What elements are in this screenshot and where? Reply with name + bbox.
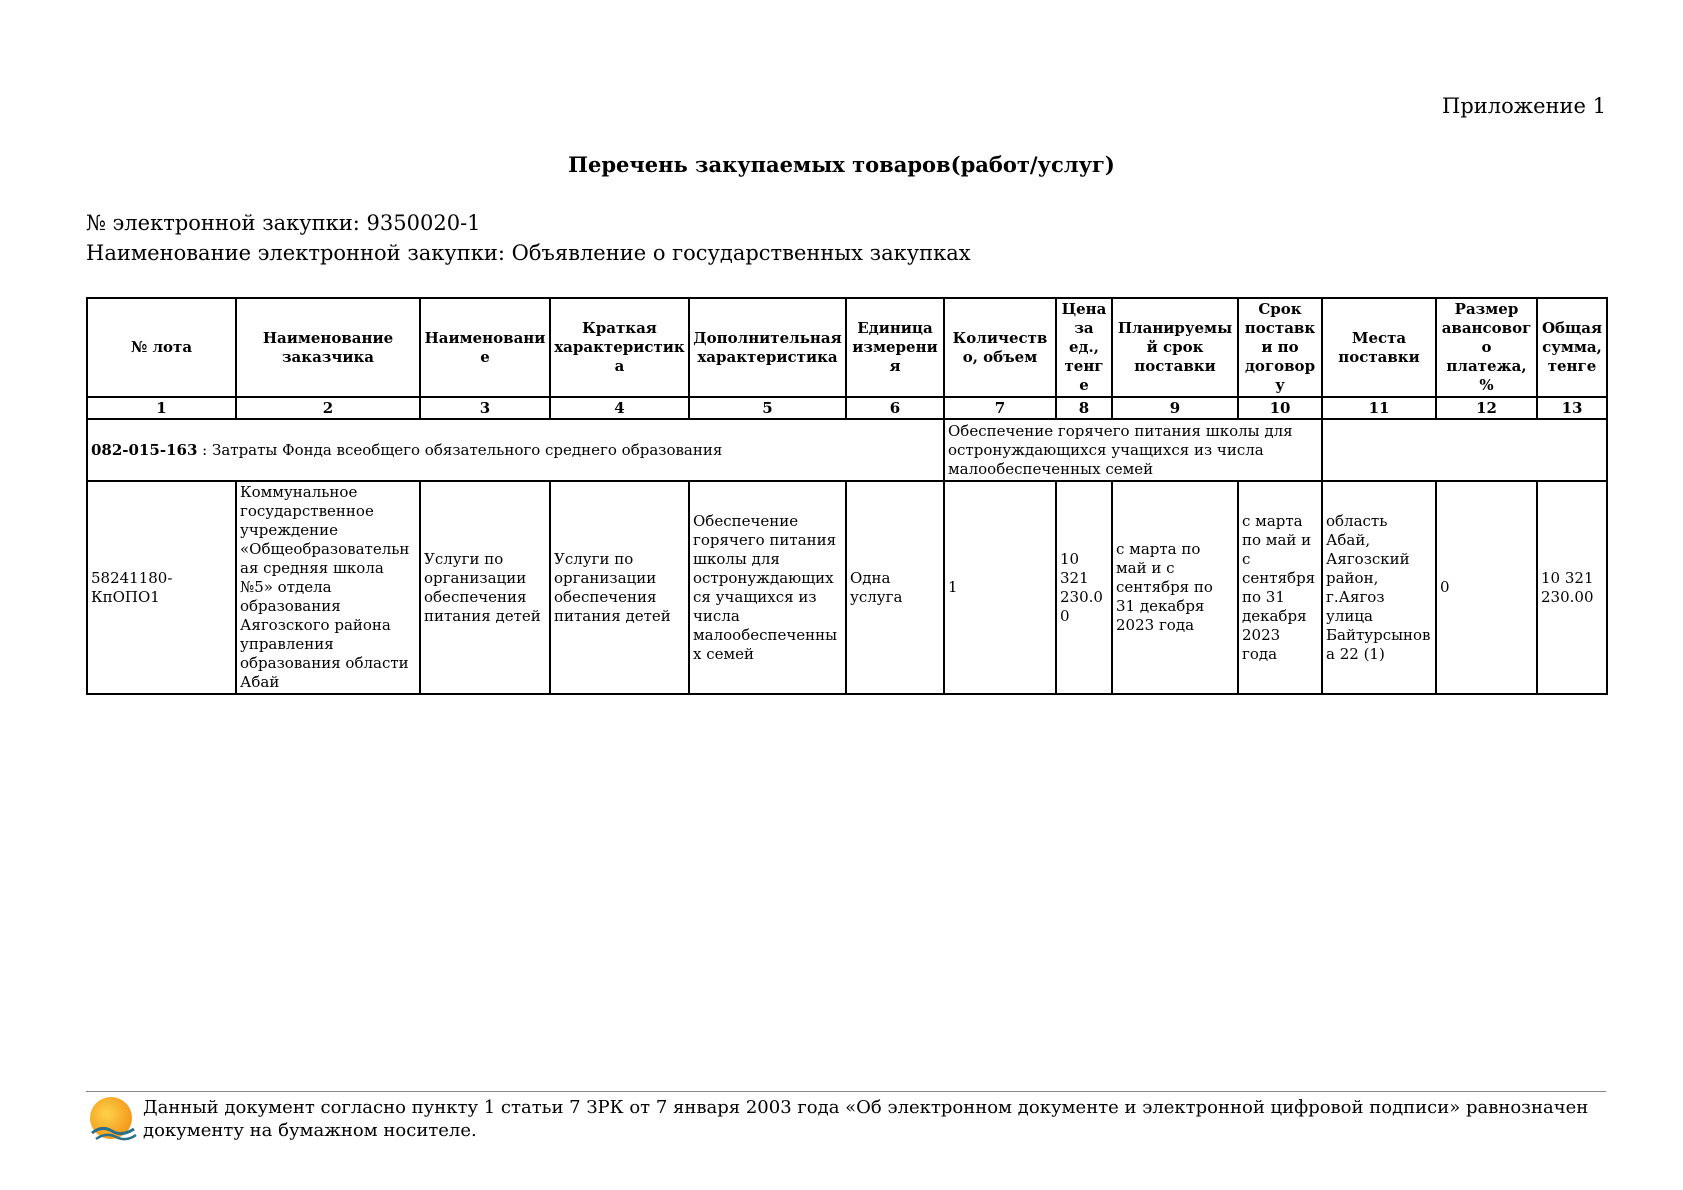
item-additional-description: Обеспечение горячего питания школы для остронуждающихся учащихся из числа малообеспеченных семей <box>689 481 846 694</box>
budget-program-description: : Затраты Фонда всеобщего обязательного среднего образования <box>197 440 723 459</box>
column-number-row <box>87 397 1607 419</box>
column-number: 11 <box>1322 397 1436 419</box>
procurement-name: Наименование электронной закупки: Объявление о государственных закупках <box>86 241 971 265</box>
item-quantity: 1 <box>944 481 1056 694</box>
header-unit: Единица измерения <box>846 298 944 397</box>
column-number: 12 <box>1436 397 1537 419</box>
header-additional: Дополнительная характеристика <box>689 298 846 397</box>
goods-table <box>86 297 1608 695</box>
table-row <box>87 481 1607 694</box>
header-planned: Планируемый срок поставки <box>1112 298 1238 397</box>
item-unit: Одна услуга <box>846 481 944 694</box>
item-name: Услуги по организации обеспечения питания детей <box>420 481 550 694</box>
lot-number: 58241180-КпОПО1 <box>87 481 236 694</box>
budget-program-code: 082-015-163 <box>91 440 198 459</box>
header-place: Места поставки <box>1322 298 1436 397</box>
footer-divider <box>86 1091 1606 1092</box>
column-number: 10 <box>1238 397 1322 419</box>
document-title: Перечень закупаемых товаров(работ/услуг) <box>568 152 1115 177</box>
column-number: 9 <box>1112 397 1238 419</box>
appendix-label: Приложение 1 <box>1442 94 1606 118</box>
column-number: 1 <box>87 397 236 419</box>
budget-purpose: Обеспечение горячего питания школы для остронуждающихся учащихся из числа малообеспеченных семей <box>944 419 1322 481</box>
column-number: 5 <box>689 397 846 419</box>
footer-legal-text: Данный документ согласно пункту 1 статьи 7 ЗРК от 7 января 2003 года «Об электронном документе и электронной цифровой подписи» равнозначен документу на бумажном носителе. <box>143 1097 1589 1141</box>
budget-empty-cell <box>1322 419 1607 481</box>
header-lot: № лота <box>87 298 236 397</box>
header-contract-term: Срок поставки по договору <box>1238 298 1322 397</box>
item-price: 10 321 230.00 <box>1056 481 1112 694</box>
header-short: Краткая характеристика <box>550 298 689 397</box>
item-advance-payment: 0 <box>1436 481 1537 694</box>
item-contract-term: с марта по май и с сентября по 31 декабря 2023 года <box>1238 481 1322 694</box>
header-price: Цена за ед., тенге <box>1056 298 1112 397</box>
column-number: 13 <box>1537 397 1607 419</box>
header-advance: Размер авансового платежа, % <box>1436 298 1537 397</box>
header-name: Наименование <box>420 298 550 397</box>
column-number: 6 <box>846 397 944 419</box>
budget-program-row <box>87 419 1607 481</box>
column-number: 2 <box>236 397 420 419</box>
header-quantity: Количество, объем <box>944 298 1056 397</box>
procurement-number: № электронной закупки: 9350020-1 <box>86 211 481 235</box>
item-planned-term: с марта по май и с сентября по 31 декабря 2023 года <box>1112 481 1238 694</box>
column-number: 8 <box>1056 397 1112 419</box>
item-total: 10 321 230.00 <box>1537 481 1607 694</box>
column-number: 3 <box>420 397 550 419</box>
egov-sun-logo-icon <box>88 1095 138 1145</box>
item-short-description: Услуги по организации обеспечения питания детей <box>550 481 689 694</box>
budget-program-cell <box>87 419 944 481</box>
header-customer: Наименование заказчика <box>236 298 420 397</box>
item-delivery-place: область Абай, Аягозский район, г.Аягоз улица Байтурсынова 22 (1) <box>1322 481 1436 694</box>
column-number: 7 <box>944 397 1056 419</box>
customer-name: Коммунальное государственное учреждение «Общеобразовательная средняя школа №5» отдела образования Аягозского района управления образования области Абай <box>236 481 420 694</box>
column-number: 4 <box>550 397 689 419</box>
header-row <box>87 298 1607 397</box>
header-total: Общая сумма, тенге <box>1537 298 1607 397</box>
